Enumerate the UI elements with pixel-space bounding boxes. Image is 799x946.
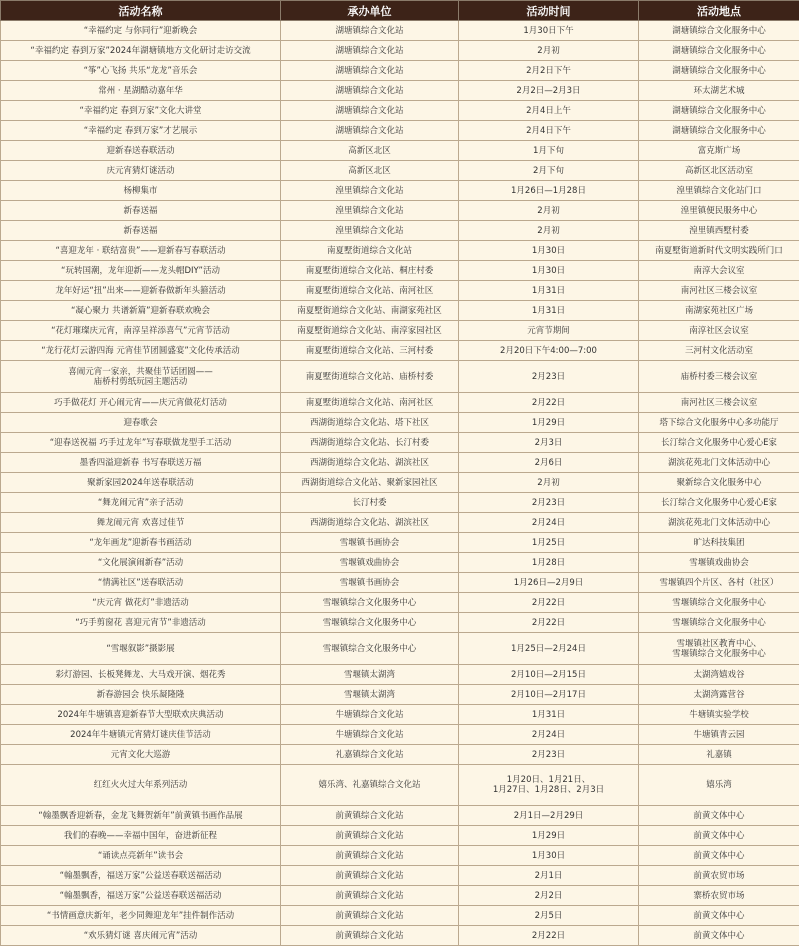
cell-activity-name: “舞龙闹元宵”亲子活动 <box>1 493 281 513</box>
table-row <box>1 301 799 321</box>
table-row <box>1 413 799 433</box>
cell-organizer: 湖塘镇综合文化站 <box>281 81 459 101</box>
cell-activity-name: 新春送福 <box>1 201 281 221</box>
cell-activity-time: 1月25日—2月24日 <box>459 633 639 665</box>
cell-activity-time: 2月22日 <box>459 593 639 613</box>
cell-organizer: 前黄镇综合文化站 <box>281 826 459 846</box>
cell-organizer: 牛塘镇综合文化站 <box>281 725 459 745</box>
cell-activity-name: “庆元宵 做花灯”非遗活动 <box>1 593 281 613</box>
cell-activity-location: 南河社区三楼会议室 <box>639 281 799 301</box>
table-row <box>1 725 799 745</box>
cell-activity-location: 湖塘镇综合文化服务中心 <box>639 21 799 41</box>
cell-activity-name: “翰墨飘香迎新春，金龙飞舞贺新年”前黄镇书画作品展 <box>1 806 281 826</box>
cell-organizer: 雪堰镇综合文化服务中心 <box>281 633 459 665</box>
cell-activity-location: 湖滨花苑北门文体活动中心 <box>639 513 799 533</box>
cell-organizer: 湖塘镇综合文化站 <box>281 121 459 141</box>
cell-activity-time: 1月26日—1月28日 <box>459 181 639 201</box>
cell-activity-location: 三河村文化活动室 <box>639 341 799 361</box>
cell-activity-location: 南河社区三楼会议室 <box>639 393 799 413</box>
cell-organizer: 湖塘镇综合文化站 <box>281 101 459 121</box>
cell-organizer: 西湖街道综合文化站、湖滨社区 <box>281 453 459 473</box>
table-row <box>1 433 799 453</box>
cell-activity-name: 舞龙闹元宵 欢喜过佳节 <box>1 513 281 533</box>
cell-activity-location: 礼嘉镇 <box>639 745 799 765</box>
cell-organizer: 雪堰镇戏曲协会 <box>281 553 459 573</box>
cell-activity-name: “巧手剪窗花 喜迎元宵节”非遗活动 <box>1 613 281 633</box>
cell-organizer: 嬉乐湾、礼嘉镇综合文化站 <box>281 765 459 806</box>
cell-activity-name: 新春送福 <box>1 221 281 241</box>
cell-activity-name: “欢乐猜灯谜 喜庆闹元宵”活动 <box>1 926 281 946</box>
table-row <box>1 201 799 221</box>
cell-activity-time: 1月下旬 <box>459 141 639 161</box>
header-activity-time: 活动时间 <box>459 1 639 21</box>
table-row <box>1 141 799 161</box>
cell-organizer: 雪堰镇书画协会 <box>281 573 459 593</box>
cell-activity-name: “玩转国潮，龙年迎新——龙头帽DIY”活动 <box>1 261 281 281</box>
table-row <box>1 705 799 725</box>
cell-activity-time: 2月23日 <box>459 493 639 513</box>
cell-activity-time: 2月2日下午 <box>459 61 639 81</box>
cell-organizer: 前黄镇综合文化站 <box>281 806 459 826</box>
table-row <box>1 41 799 61</box>
cell-activity-time: 2月23日 <box>459 361 639 393</box>
table-row <box>1 81 799 101</box>
cell-activity-location: 湟里镇便民服务中心 <box>639 201 799 221</box>
cell-activity-name: “幸福约定 春到万家”才艺展示 <box>1 121 281 141</box>
cell-activity-name: “幸福约定 与你同行”迎新晚会 <box>1 21 281 41</box>
cell-activity-location: 湖滨花苑北门文体活动中心 <box>639 453 799 473</box>
cell-activity-name: 元宵文化大巡游 <box>1 745 281 765</box>
cell-organizer: 南夏墅街道综合文化站、桐庄村委 <box>281 261 459 281</box>
cell-organizer: 雪堰镇太湖湾 <box>281 685 459 705</box>
cell-activity-name: 巧手做花灯 开心闹元宵——庆元宵做花灯活动 <box>1 393 281 413</box>
cell-activity-name: 庆元宵猜灯谜活动 <box>1 161 281 181</box>
table-row <box>1 685 799 705</box>
cell-organizer: 雪堰镇综合文化服务中心 <box>281 593 459 613</box>
cell-activity-time: 2月4日上午 <box>459 101 639 121</box>
cell-activity-location: 湟里镇综合文化站门口 <box>639 181 799 201</box>
table-row <box>1 593 799 613</box>
cell-activity-location: 南湖家苑社区广场 <box>639 301 799 321</box>
cell-activity-time: 2月3日 <box>459 433 639 453</box>
table-row <box>1 826 799 846</box>
table-row <box>1 886 799 906</box>
cell-organizer: 南夏墅街道综合文化站、南河社区 <box>281 393 459 413</box>
cell-organizer: 南夏墅街道综合文化站、南淳家园社区 <box>281 321 459 341</box>
cell-activity-time: 1月28日 <box>459 553 639 573</box>
cell-activity-location: 环太湖艺术城 <box>639 81 799 101</box>
table-row <box>1 765 799 806</box>
cell-activity-location: 太湖湾嬉戏谷 <box>639 665 799 685</box>
cell-activity-time: 2月10日—2月17日 <box>459 685 639 705</box>
table-row <box>1 906 799 926</box>
cell-activity-time: 2月初 <box>459 41 639 61</box>
cell-activity-time: 2月4日下午 <box>459 121 639 141</box>
cell-organizer: 湖塘镇综合文化站 <box>281 61 459 81</box>
cell-activity-time: 2月初 <box>459 473 639 493</box>
table-row <box>1 533 799 553</box>
cell-activity-name: “雪堰叙影”摄影展 <box>1 633 281 665</box>
cell-organizer: 长汀村委 <box>281 493 459 513</box>
cell-activity-location: 长汀综合文化服务中心爱心E家 <box>639 433 799 453</box>
table-row <box>1 473 799 493</box>
table-row <box>1 553 799 573</box>
cell-activity-time: 1月29日 <box>459 413 639 433</box>
cell-activity-name: “翰墨飘香，福送万家”公益送春联送福活动 <box>1 866 281 886</box>
cell-activity-time: 2月20日下午4:00—7:00 <box>459 341 639 361</box>
cell-activity-name: “凝心聚力 共谱新篇”迎新春联欢晚会 <box>1 301 281 321</box>
cell-activity-name: 墨香四溢迎新春 书写春联送万福 <box>1 453 281 473</box>
table-row <box>1 161 799 181</box>
cell-activity-name: “龙年画龙”迎新春书画活动 <box>1 533 281 553</box>
table-row <box>1 573 799 593</box>
cell-activity-location: 太湖湾露营谷 <box>639 685 799 705</box>
cell-activity-name: 聚新家园2024年送春联活动 <box>1 473 281 493</box>
cell-activity-location: 雪堰镇戏曲协会 <box>639 553 799 573</box>
cell-activity-location: 湟里镇西墅村委 <box>639 221 799 241</box>
cell-activity-time: 1月26日—2月9日 <box>459 573 639 593</box>
table-row <box>1 261 799 281</box>
table-row <box>1 513 799 533</box>
cell-activity-name: “筝”心飞扬 共乐“龙龙”音乐会 <box>1 61 281 81</box>
table-row <box>1 393 799 413</box>
cell-organizer: 雪堰镇太湖湾 <box>281 665 459 685</box>
table-row <box>1 321 799 341</box>
cell-activity-name: 彩灯游园、长板凳舞龙、大马戏开演、烟花秀 <box>1 665 281 685</box>
table-row <box>1 926 799 946</box>
cell-activity-name: 2024年牛塘镇元宵猜灯谜庆佳节活动 <box>1 725 281 745</box>
cell-activity-time: 2月22日 <box>459 926 639 946</box>
cell-activity-time: 1月29日 <box>459 826 639 846</box>
cell-activity-time: 2月1日—2月29日 <box>459 806 639 826</box>
cell-activity-time: 2月初 <box>459 201 639 221</box>
cell-organizer: 湟里镇综合文化站 <box>281 201 459 221</box>
cell-activity-location: 湖塘镇综合文化服务中心 <box>639 101 799 121</box>
cell-activity-time: 2月下旬 <box>459 161 639 181</box>
cell-activity-name: “幸福约定 春到万家”2024年湖塘镇地方文化研讨走访交流 <box>1 41 281 61</box>
cell-activity-name: “幸福约定 春到万家”文化大讲堂 <box>1 101 281 121</box>
cell-activity-location: 雪堰镇综合文化服务中心 <box>639 613 799 633</box>
cell-activity-location: 塔下综合文化服务中心多功能厅 <box>639 413 799 433</box>
cell-activity-time: 1月20日、1月21日、 1月27日、1月28日、2月3日 <box>459 765 639 806</box>
cell-activity-location: 高新区北区活动室 <box>639 161 799 181</box>
cell-activity-location: 湖塘镇综合文化服务中心 <box>639 121 799 141</box>
cell-activity-location: 前黄农贸市场 <box>639 866 799 886</box>
cell-activity-name: “翰墨飘香，福送万家”公益送春联送福活动 <box>1 886 281 906</box>
cell-activity-location: 前黄文体中心 <box>639 846 799 866</box>
cell-activity-time: 1月31日 <box>459 301 639 321</box>
cell-activity-location: 雪堰镇综合文化服务中心 <box>639 593 799 613</box>
header-organizer: 承办单位 <box>281 1 459 21</box>
table-row <box>1 221 799 241</box>
cell-organizer: 湟里镇综合文化站 <box>281 221 459 241</box>
cell-activity-time: 1月30日 <box>459 846 639 866</box>
cell-organizer: 南夏墅街道综合文化站、南湖家苑社区 <box>281 301 459 321</box>
table-row <box>1 241 799 261</box>
cell-activity-location: 湖塘镇综合文化服务中心 <box>639 61 799 81</box>
table-row <box>1 361 799 393</box>
cell-organizer: 牛塘镇综合文化站 <box>281 705 459 725</box>
cell-activity-location: 前黄文体中心 <box>639 826 799 846</box>
cell-activity-name: 红红火火过大年系列活动 <box>1 765 281 806</box>
cell-organizer: 前黄镇综合文化站 <box>281 846 459 866</box>
cell-activity-name: “龙行花灯云游四海 元宵佳节团圆盛宴”文化传承活动 <box>1 341 281 361</box>
cell-organizer: 雪堰镇书画协会 <box>281 533 459 553</box>
cell-organizer: 西湖街道综合文化站、聚新家园社区 <box>281 473 459 493</box>
cell-organizer: 南夏墅街道综合文化站 <box>281 241 459 261</box>
table-row <box>1 341 799 361</box>
cell-activity-time: 2月5日 <box>459 906 639 926</box>
cell-activity-time: 2月22日 <box>459 613 639 633</box>
cell-activity-time: 1月30日下午 <box>459 21 639 41</box>
cell-activity-name: 新春游园会 快乐凝隆隆 <box>1 685 281 705</box>
table-row <box>1 665 799 685</box>
cell-activity-location: 前黄文体中心 <box>639 906 799 926</box>
cell-activity-location: 南淳社区会议室 <box>639 321 799 341</box>
table-row <box>1 453 799 473</box>
cell-activity-name: 我们的春晚——幸福中国年，奋进新征程 <box>1 826 281 846</box>
table-row <box>1 61 799 81</box>
cell-activity-location: 嬉乐湾 <box>639 765 799 806</box>
cell-activity-time: 2月初 <box>459 221 639 241</box>
cell-activity-location: 前黄文体中心 <box>639 806 799 826</box>
cell-activity-location: 寨桥农贸市场 <box>639 886 799 906</box>
cell-activity-time: 1月31日 <box>459 705 639 725</box>
cell-activity-name: 杨柳集市 <box>1 181 281 201</box>
cell-organizer: 前黄镇综合文化站 <box>281 886 459 906</box>
cell-activity-location: 牛塘镇实验学校 <box>639 705 799 725</box>
cell-organizer: 前黄镇综合文化站 <box>281 926 459 946</box>
header-activity-location: 活动地点 <box>639 1 799 21</box>
cell-organizer: 西湖街道综合文化站、湖滨社区 <box>281 513 459 533</box>
cell-activity-location: 长汀综合文化服务中心爱心E家 <box>639 493 799 513</box>
cell-activity-time: 元宵节期间 <box>459 321 639 341</box>
table-row <box>1 745 799 765</box>
table-row <box>1 866 799 886</box>
cell-organizer: 高新区北区 <box>281 161 459 181</box>
cell-organizer: 南夏墅街道综合文化站、三河村委 <box>281 341 459 361</box>
cell-organizer: 西湖街道综合文化站、塔下社区 <box>281 413 459 433</box>
table-row <box>1 633 799 665</box>
cell-activity-location: 雪堰镇社区教育中心、 雪堰镇综合文化服务中心 <box>639 633 799 665</box>
table-row <box>1 21 799 41</box>
cell-activity-location: 湖塘镇综合文化服务中心 <box>639 41 799 61</box>
cell-organizer: 前黄镇综合文化站 <box>281 906 459 926</box>
table-row <box>1 613 799 633</box>
cell-organizer: 湖塘镇综合文化站 <box>281 41 459 61</box>
table-row <box>1 493 799 513</box>
header-activity-name: 活动名称 <box>1 1 281 21</box>
cell-activity-name: “诵读点亮新年”读书会 <box>1 846 281 866</box>
cell-activity-name: 喜闹元宵一家亲，共聚佳节话团圆—— 庙桥村剪纸玩园主题活动 <box>1 361 281 393</box>
cell-activity-name: 2024年牛塘镇喜迎新春节大型联欢庆典活动 <box>1 705 281 725</box>
cell-activity-time: 2月10日—2月15日 <box>459 665 639 685</box>
cell-activity-location: 牛塘镇青云园 <box>639 725 799 745</box>
cell-organizer: 湖塘镇综合文化站 <box>281 21 459 41</box>
cell-activity-time: 2月1日 <box>459 866 639 886</box>
table-row <box>1 101 799 121</box>
table-row <box>1 121 799 141</box>
cell-activity-time: 2月24日 <box>459 513 639 533</box>
cell-activity-name: 龙年好运“扭”出来——迎新春做新年头箍活动 <box>1 281 281 301</box>
cell-organizer: 礼嘉镇综合文化站 <box>281 745 459 765</box>
cell-activity-time: 2月6日 <box>459 453 639 473</box>
cell-activity-name: “书情画意庆新年，老少同舞迎龙年”挂件制作活动 <box>1 906 281 926</box>
cell-activity-location: 旷达科技集团 <box>639 533 799 553</box>
cell-organizer: 雪堰镇综合文化服务中心 <box>281 613 459 633</box>
cell-organizer: 南夏墅街道综合文化站、南河社区 <box>281 281 459 301</box>
cell-organizer: 高新区北区 <box>281 141 459 161</box>
cell-activity-location: 聚新综合文化服务中心 <box>639 473 799 493</box>
cell-activity-time: 2月2日 <box>459 886 639 906</box>
cell-activity-location: 雪堰镇四个片区、各村（社区） <box>639 573 799 593</box>
cell-activity-name: 迎新春送春联活动 <box>1 141 281 161</box>
cell-organizer: 湟里镇综合文化站 <box>281 181 459 201</box>
cell-activity-name: 迎春歌会 <box>1 413 281 433</box>
header-row <box>1 1 799 21</box>
cell-activity-time: 2月22日 <box>459 393 639 413</box>
cell-activity-time: 2月23日 <box>459 745 639 765</box>
cell-activity-location: 南夏墅街道新时代文明实践所门口 <box>639 241 799 261</box>
cell-activity-location: 南淳大会议室 <box>639 261 799 281</box>
cell-activity-time: 1月30日 <box>459 241 639 261</box>
cell-activity-name: “文化展演闹新春”活动 <box>1 553 281 573</box>
cell-activity-time: 2月24日 <box>459 725 639 745</box>
table-body <box>1 21 799 946</box>
cell-activity-name: “情满社区”送春联活动 <box>1 573 281 593</box>
cell-organizer: 前黄镇综合文化站 <box>281 866 459 886</box>
cell-activity-time: 2月2日—2月3日 <box>459 81 639 101</box>
cell-activity-location: 富克斯广场 <box>639 141 799 161</box>
cell-activity-name: “花灯璀璨庆元宵，南淳呈祥添喜气”元宵节活动 <box>1 321 281 341</box>
cell-activity-time: 1月30日 <box>459 261 639 281</box>
table-row <box>1 806 799 826</box>
table-row <box>1 281 799 301</box>
cell-organizer: 西湖街道综合文化站、长汀村委 <box>281 433 459 453</box>
cell-activity-time: 1月25日 <box>459 533 639 553</box>
cell-activity-location: 前黄文体中心 <box>639 926 799 946</box>
table-row <box>1 181 799 201</box>
cell-activity-name: 常州 · 星湖酷动嘉年华 <box>1 81 281 101</box>
cell-organizer: 南夏墅街道综合文化站、庙桥村委 <box>281 361 459 393</box>
cell-activity-location: 庙桥村委三楼会议室 <box>639 361 799 393</box>
cell-activity-time: 1月31日 <box>459 281 639 301</box>
cell-activity-name: “喜迎龙年 · 联结富贵”——迎新春写春联活动 <box>1 241 281 261</box>
cell-activity-name: “迎春送祝福 巧手过龙年”写春联做龙型手工活动 <box>1 433 281 453</box>
table-row <box>1 846 799 866</box>
